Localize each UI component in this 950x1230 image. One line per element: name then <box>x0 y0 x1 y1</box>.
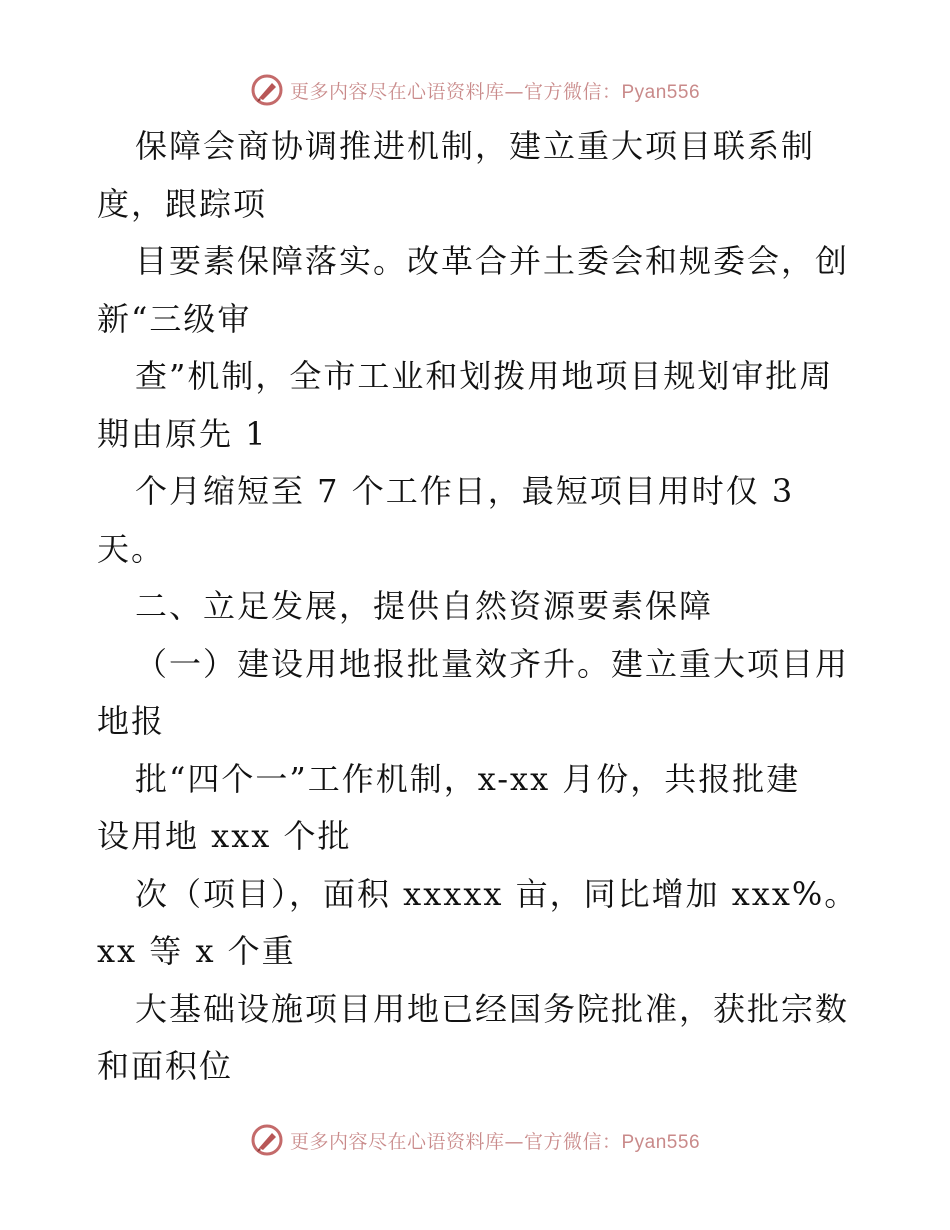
watermark-text: 更多内容尽在心语资料库—官方微信：Pyan556 <box>289 1130 701 1153</box>
text-line: 个月缩短至 7 个工作日，最短项目用时仅 3 <box>135 472 795 510</box>
text-line: 批“四个一”工作机制，x-xx 月份，共报批建 <box>135 759 801 798</box>
text-line: 度，跟踪项 <box>97 184 268 223</box>
pen-logo-icon <box>250 73 284 107</box>
text-line: 大基础设施项目用地已经国务院批准，获批宗数 <box>135 989 850 1028</box>
text-line: 保障会商协调推进机制，建立重大项目联系制 <box>135 127 816 165</box>
text-line: 和面积位 <box>97 1047 234 1085</box>
text-line: 新“三级审 <box>97 299 252 338</box>
watermark-footer <box>0 1120 950 1160</box>
text-line: 查”机制，全市工业和划拨用地项目规划审批周 <box>135 357 834 395</box>
watermark-header <box>0 70 950 110</box>
text-line: 地报 <box>97 702 166 740</box>
text-line: 目要素保障落实。改革合并土委会和规委会，创 <box>135 242 850 280</box>
text-line: 次（项目），面积 xxxxx 亩，同比增加 xxx%。 <box>135 874 859 913</box>
text-line: 设用地 xxx 个批 <box>97 817 352 855</box>
watermark-text: 更多内容尽在心语资料库—官方微信：Pyan556 <box>289 80 701 103</box>
text-line: xx 等 x 个重 <box>97 932 296 970</box>
text-line: 二、立足发展，提供自然资源要素保障 <box>135 587 714 625</box>
pen-logo-icon <box>250 1123 284 1157</box>
text-line: 期由原先 1 <box>97 414 268 453</box>
document-body <box>97 118 877 1096</box>
text-line: （一）建设用地报批量效齐升。建立重大项目用 <box>135 644 850 683</box>
text-line: 天。 <box>97 529 166 568</box>
